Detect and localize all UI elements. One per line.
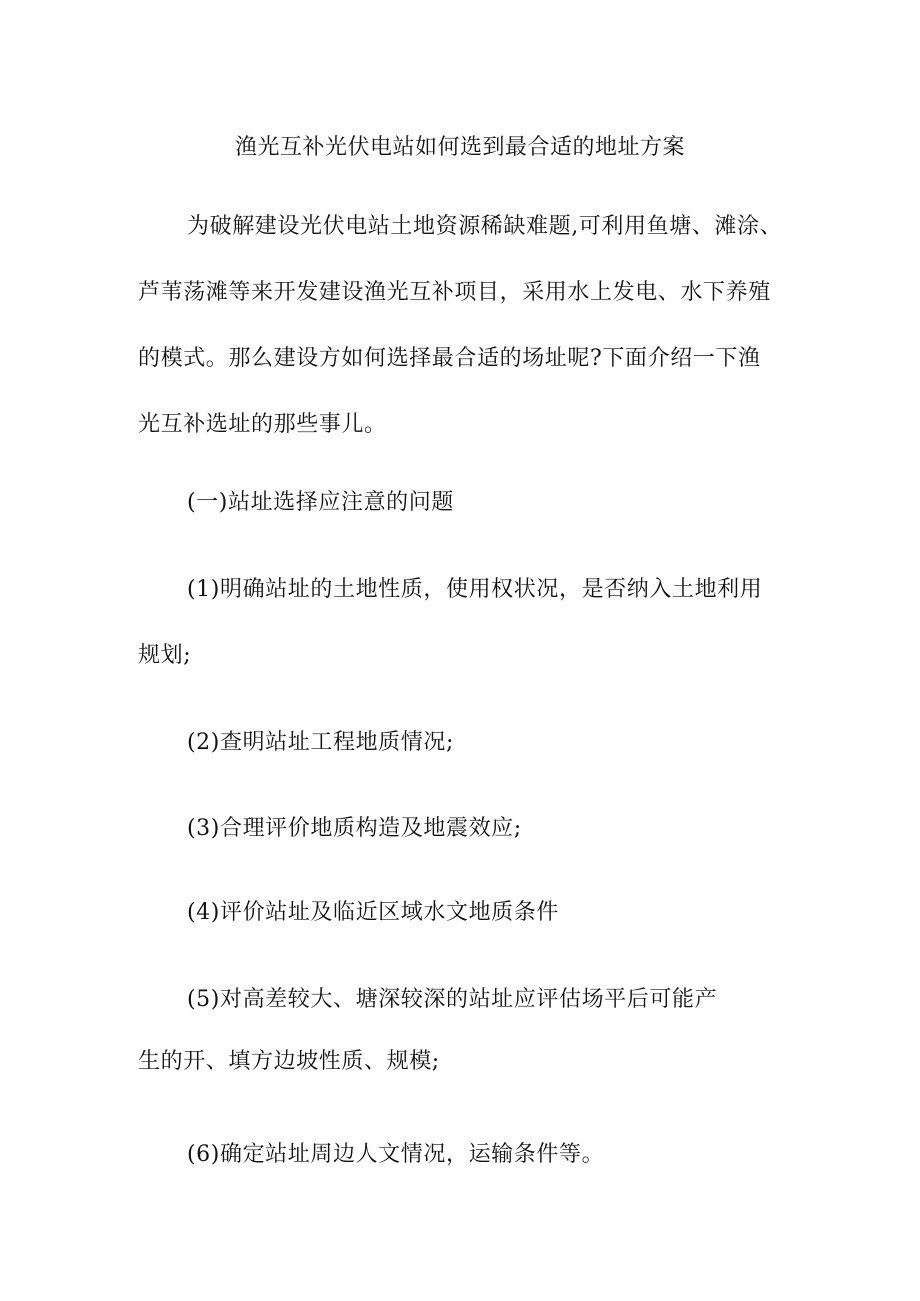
section-heading: (一)站址选择应注意的问题 [187,490,454,515]
intro-line-3: 的模式。那么建设方如何选择最合适的场址呢?下面介绍一下渔 [138,346,761,371]
intro-line-1: 为破解建设光伏电站土地资源稀缺难题,可利用鱼塘、滩涂、 [187,214,783,239]
list-item-1-line-2: 规划; [138,643,192,668]
intro-line-2: 芦苇荡滩等来开发建设渔光互补项目，采用水上发电、水下养殖 [138,280,771,305]
list-item-5-line-1: (5)对高差较大、塘深较深的站址应评估场平后可能产 [187,987,718,1012]
list-item-1-line-1: (1)明确站址的土地性质，使用权状况，是否纳入土地利用 [187,577,763,602]
list-item-2: (2)查明站址工程地质情况; [187,730,454,755]
intro-line-4: 光互补选址的那些事儿。 [138,412,387,437]
list-item-5-line-2: 生的开、填方边坡性质、规模; [138,1049,440,1074]
list-item-3: (3)合理评价地质构造及地震效应; [187,816,522,841]
list-item-6: (6)确定站址周边人文情况，运输条件等。 [187,1142,605,1167]
document-title: 渔光互补光伏电站如何选到最合适的地址方案 [234,135,685,160]
list-item-4: (4)评价站址及临近区域水文地质条件 [187,900,559,925]
